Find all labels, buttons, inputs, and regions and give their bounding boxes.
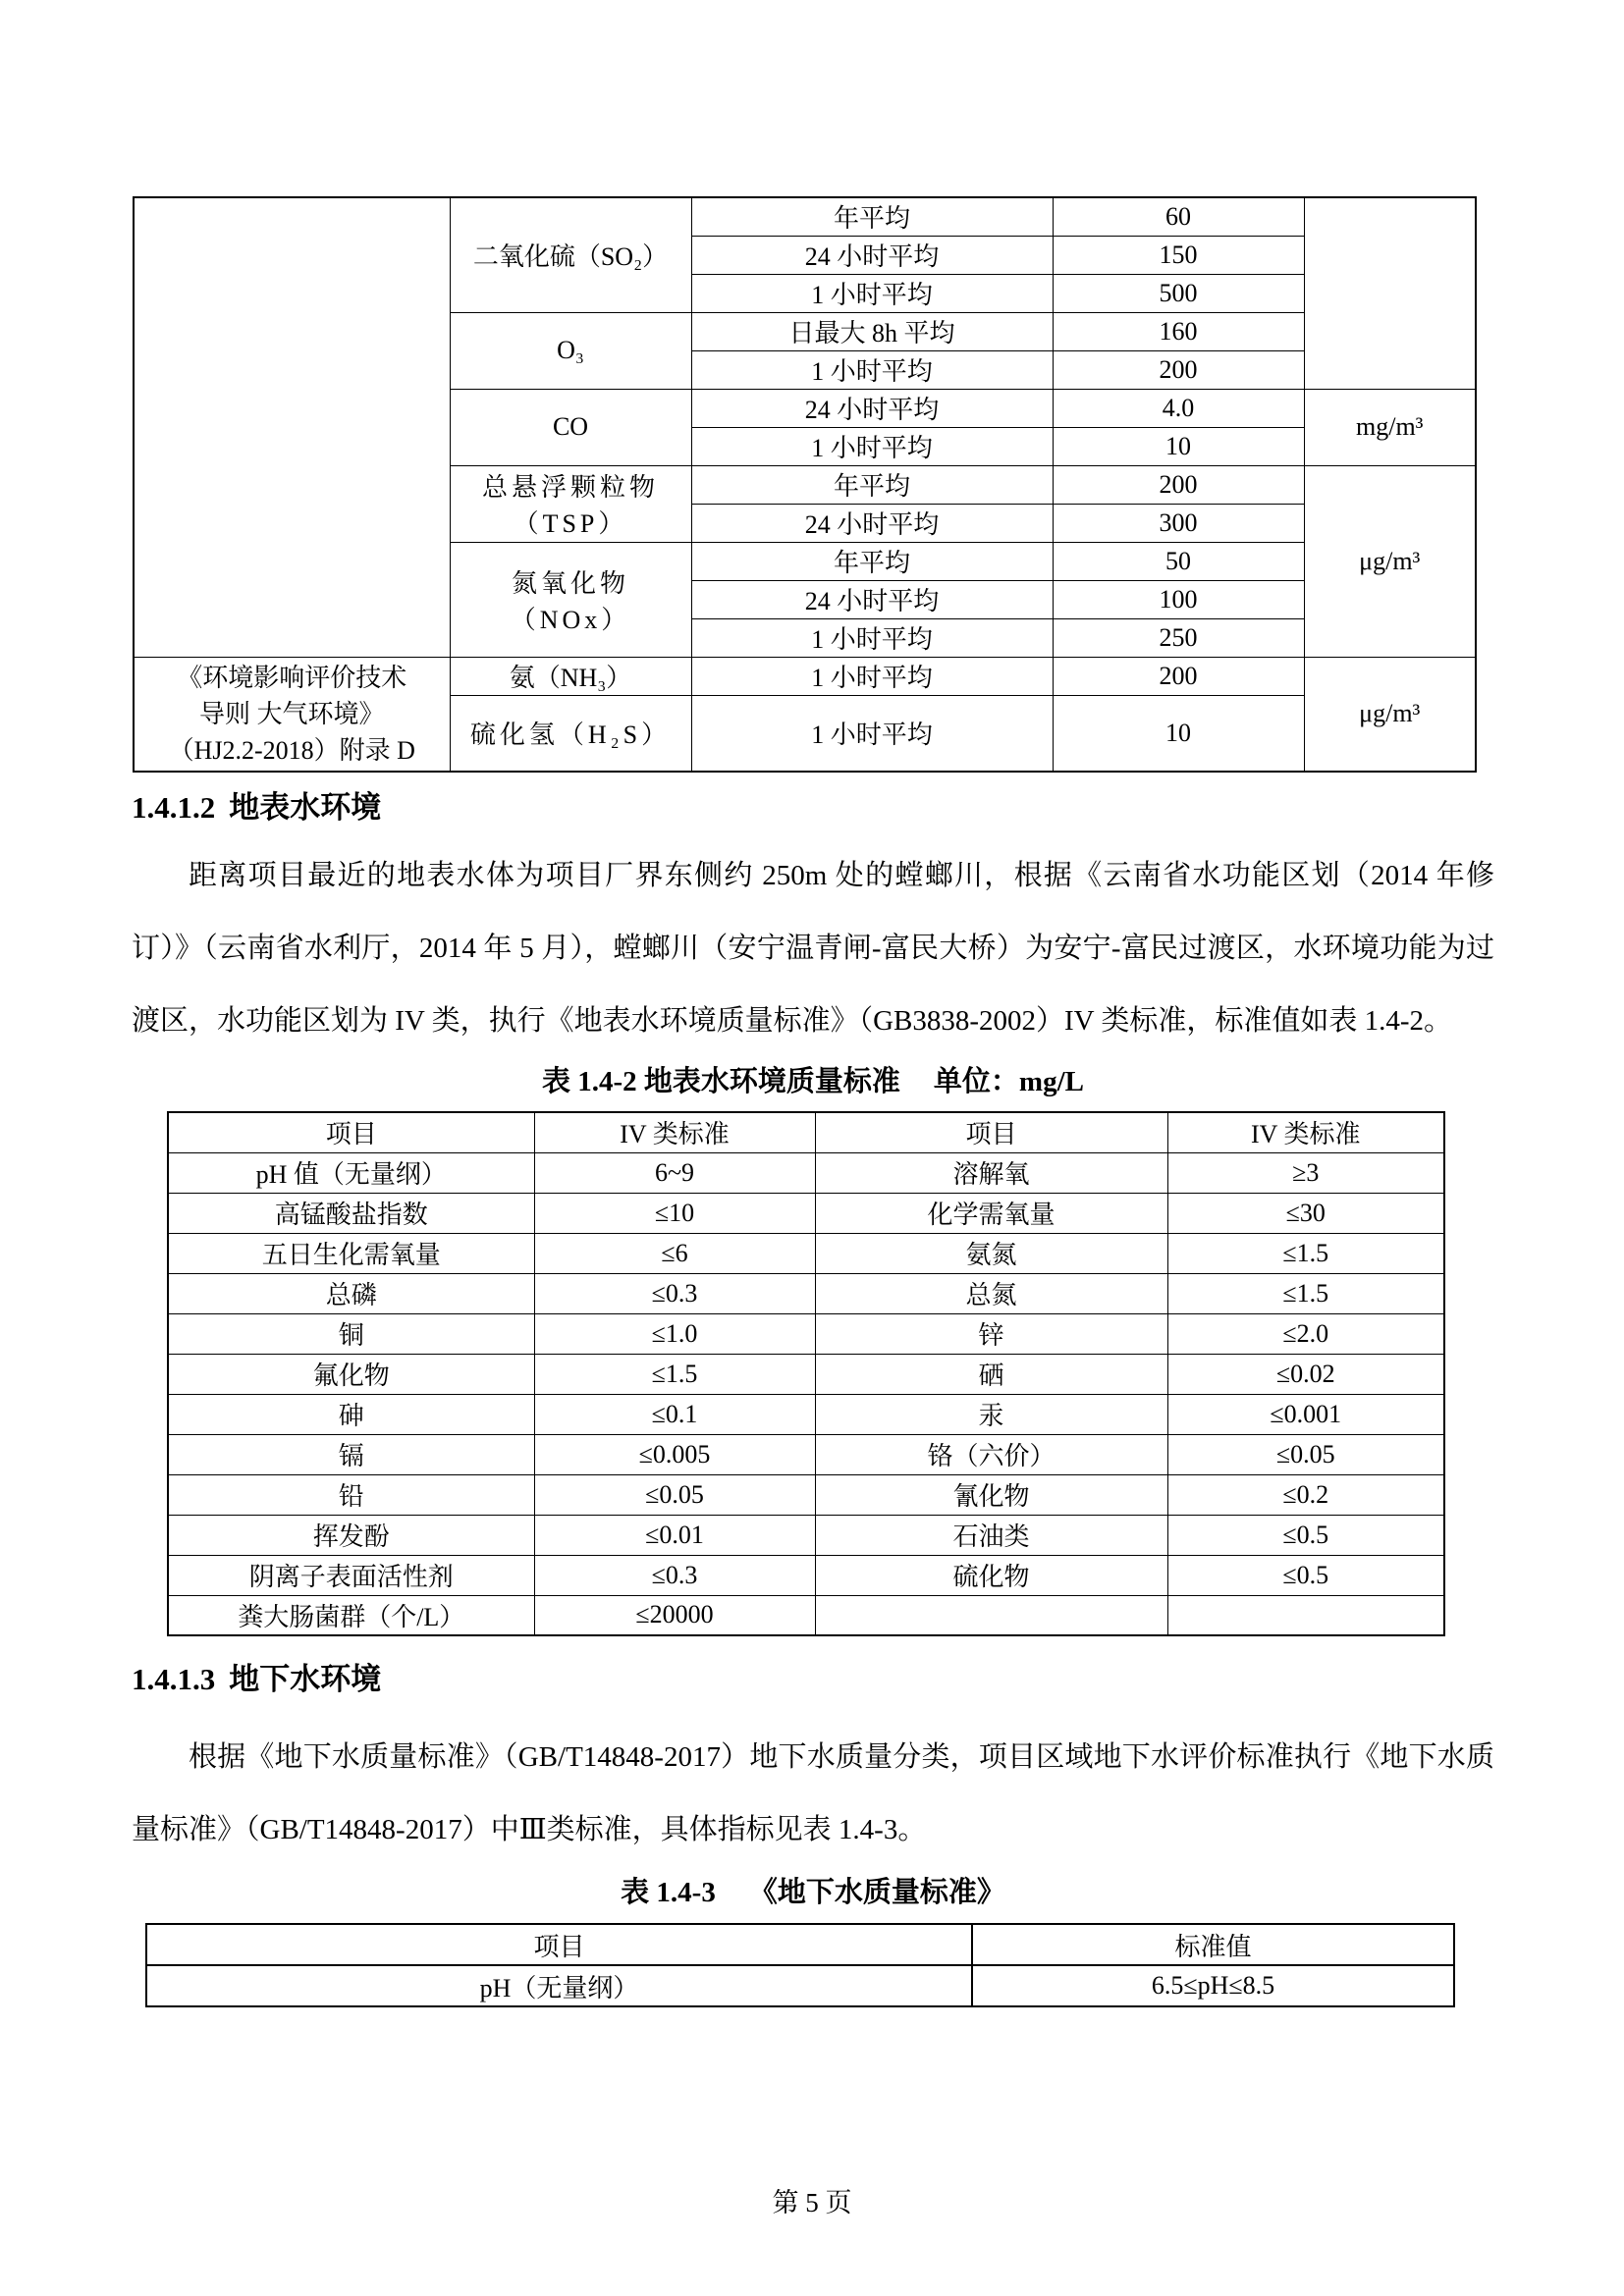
value-cell: ≤0.05	[534, 1474, 815, 1515]
value-cell: ≤1.5	[1167, 1273, 1444, 1313]
pollutant-name-line: 氮氧化物	[511, 568, 629, 598]
value-cell: 10	[1053, 695, 1304, 772]
header-cell: IV 类标准	[1167, 1112, 1444, 1152]
value-cell: 50	[1053, 542, 1304, 580]
surface-water-table	[167, 1111, 1445, 1636]
value-cell: ≤1.5	[534, 1354, 815, 1394]
value-cell: ≤0.05	[1167, 1434, 1444, 1474]
item-cell: 硒	[815, 1354, 1167, 1394]
period-cell: 年平均	[691, 465, 1053, 504]
section-title: 地下水环境	[229, 1662, 382, 1696]
value-cell: 200	[1053, 465, 1304, 504]
source-cell	[134, 657, 450, 772]
pollutant-name-line: 总悬浮颗粒物	[481, 473, 659, 502]
header-cell: 项目	[168, 1112, 534, 1152]
value-cell: 6~9	[534, 1152, 815, 1193]
table-row	[168, 1313, 1444, 1354]
item-cell: 汞	[815, 1394, 1167, 1434]
value-cell: 4.0	[1053, 389, 1304, 427]
value-cell: ≤2.0	[1167, 1313, 1444, 1354]
item-cell: 硫化物	[815, 1555, 1167, 1595]
item-cell: 五日生化需氧量	[168, 1233, 534, 1273]
value-cell: ≤30	[1167, 1193, 1444, 1233]
table-header-row	[146, 1924, 1454, 1965]
pollutant-cell	[450, 542, 691, 657]
table-row	[134, 197, 1476, 236]
value-cell: ≤0.001	[1167, 1394, 1444, 1434]
item-cell: 镉	[168, 1434, 534, 1474]
value-cell: 150	[1053, 236, 1304, 274]
value-cell: 100	[1053, 580, 1304, 618]
value-cell: ≤0.5	[1167, 1515, 1444, 1555]
table-row	[168, 1394, 1444, 1434]
item-cell: 氟化物	[168, 1354, 534, 1394]
table-row	[168, 1193, 1444, 1233]
period-cell: 日最大 8h 平均	[691, 312, 1053, 350]
item-cell: 氰化物	[815, 1474, 1167, 1515]
table-row	[168, 1152, 1444, 1193]
unit-cell: μg/m³	[1304, 657, 1476, 772]
table-title-text: 《地下水质量标准》	[748, 1877, 1005, 1908]
pollutant-cell: O₃	[450, 312, 691, 389]
paragraph-surface-water: 距离项目最近的地表水体为项目厂界东侧约 250m 处的螳螂川，根据《云南省水功能区划（2014 年修订）》（云南省水利厅，2014 年 5 月），螳螂川（安宁温青闸-富民大桥）为安宁-富民过渡区，水环境功能为过渡区，水功能区划为 IV 类，执行《地表水环境质量标准》（GB3838-2002）IV 类标准，标准值如表 1.4-2。	[132, 860, 1494, 1037]
value-cell: ≥3	[1167, 1152, 1444, 1193]
value-cell: 200	[1053, 657, 1304, 695]
item-cell: 锌	[815, 1313, 1167, 1354]
value-cell: ≤6	[534, 1233, 815, 1273]
value-cell: ≤0.3	[534, 1555, 815, 1595]
section-number: 1.4.1.2	[132, 790, 216, 825]
value-cell: ≤0.3	[534, 1273, 815, 1313]
period-cell: 24 小时平均	[691, 236, 1053, 274]
header-cell: 项目	[146, 1924, 972, 1965]
period-cell: 年平均	[691, 197, 1053, 236]
item-cell: 砷	[168, 1394, 534, 1434]
value-cell: ≤0.005	[534, 1434, 815, 1474]
page-number: 第 5 页	[772, 2188, 852, 2217]
item-cell: 总氮	[815, 1273, 1167, 1313]
pollutant-cell: 二氧化硫（SO₂）	[450, 197, 691, 312]
table-row	[134, 657, 1476, 695]
value-cell: 6.5≤pH≤8.5	[972, 1965, 1454, 2006]
table-row	[168, 1515, 1444, 1555]
value-cell	[1167, 1595, 1444, 1635]
unit-cell: μg/m³	[1304, 465, 1476, 657]
pollutant-cell: 硫化氢（H₂S）	[450, 695, 691, 772]
pollutant-cell: CO	[450, 389, 691, 465]
section-title: 地表水环境	[229, 790, 382, 825]
value-cell: ≤1.0	[534, 1313, 815, 1354]
table-row	[168, 1233, 1444, 1273]
value-cell: ≤10	[534, 1193, 815, 1233]
source-line: 导则 大气环境》	[198, 699, 385, 728]
item-cell: 挥发酚	[168, 1515, 534, 1555]
section-number: 1.4.1.3	[132, 1662, 216, 1696]
table-row	[146, 1965, 1454, 2006]
value-cell: 500	[1053, 274, 1304, 312]
table-header-row	[168, 1112, 1444, 1152]
period-cell: 24 小时平均	[691, 580, 1053, 618]
table-row	[168, 1555, 1444, 1595]
unit-cell: mg/m³	[1304, 389, 1476, 465]
item-cell: 铜	[168, 1313, 534, 1354]
item-cell: 阴离子表面活性剂	[168, 1555, 534, 1595]
table-title-number: 表 1.4-3	[621, 1877, 716, 1908]
period-cell: 1 小时平均	[691, 695, 1053, 772]
source-cell-empty	[134, 197, 450, 657]
paragraph-groundwater: 根据《地下水质量标准》（GB/T14848-2017）地下水质量分类，项目区域地下水评价标准执行《地下水质量标准》（GB/T14848-2017）中Ⅲ类标准，具体指标见表 1.4-3。	[132, 1741, 1494, 1845]
value-cell: 10	[1053, 427, 1304, 465]
period-cell: 1 小时平均	[691, 657, 1053, 695]
period-cell: 1 小时平均	[691, 350, 1053, 389]
item-cell: 总磷	[168, 1273, 534, 1313]
period-cell: 1 小时平均	[691, 274, 1053, 312]
period-cell: 24 小时平均	[691, 504, 1053, 542]
period-cell: 1 小时平均	[691, 618, 1053, 657]
item-cell: 高锰酸盐指数	[168, 1193, 534, 1233]
section-heading-surface-water	[132, 786, 1494, 829]
value-cell: 200	[1053, 350, 1304, 389]
value-cell: 250	[1053, 618, 1304, 657]
air-quality-table	[133, 196, 1477, 773]
value-cell: ≤0.01	[534, 1515, 815, 1555]
table-title-text: 表 1.4-2 地表水环境质量标准	[542, 1066, 900, 1097]
period-cell: 1 小时平均	[691, 427, 1053, 465]
groundwater-table	[145, 1923, 1455, 2007]
unit-cell-empty	[1304, 197, 1476, 389]
source-line: 《环境影响评价技术	[177, 663, 407, 692]
item-cell: 溶解氧	[815, 1152, 1167, 1193]
table-row	[168, 1595, 1444, 1635]
pollutant-name-line: （NOx）	[510, 605, 631, 634]
pollutant-name-line: （TSP）	[513, 509, 628, 538]
period-cell: 24 小时平均	[691, 389, 1053, 427]
value-cell: ≤1.5	[1167, 1233, 1444, 1273]
table-title-groundwater	[132, 1870, 1494, 1915]
period-cell: 年平均	[691, 542, 1053, 580]
item-cell: pH 值（无量纲）	[168, 1152, 534, 1193]
section-heading-groundwater	[132, 1658, 1494, 1701]
page-content	[132, 0, 1494, 2007]
value-cell: ≤20000	[534, 1595, 815, 1635]
item-cell: 铬（六价）	[815, 1434, 1167, 1474]
value-cell: ≤0.1	[534, 1394, 815, 1434]
value-cell: ≤0.2	[1167, 1474, 1444, 1515]
header-cell: 项目	[815, 1112, 1167, 1152]
table-row	[168, 1354, 1444, 1394]
item-cell: 铅	[168, 1474, 534, 1515]
table-title-surface-water	[132, 1059, 1494, 1104]
table-row	[168, 1474, 1444, 1515]
table-title-unit: 单位：mg/L	[933, 1066, 1084, 1097]
table-row	[168, 1273, 1444, 1313]
item-cell: 化学需氧量	[815, 1193, 1167, 1233]
value-cell: ≤0.5	[1167, 1555, 1444, 1595]
item-cell: 氨氮	[815, 1233, 1167, 1273]
value-cell: 300	[1053, 504, 1304, 542]
source-line: （HJ2.2-2018）附录 D	[168, 735, 415, 765]
item-cell: 粪大肠菌群（个/L）	[168, 1595, 534, 1635]
pollutant-cell: 氨（NH₃）	[450, 657, 691, 695]
item-cell: pH（无量纲）	[146, 1965, 972, 2006]
value-cell: 60	[1053, 197, 1304, 236]
table-row	[168, 1434, 1444, 1474]
header-cell: IV 类标准	[534, 1112, 815, 1152]
value-cell: 160	[1053, 312, 1304, 350]
item-cell	[815, 1595, 1167, 1635]
value-cell: ≤0.02	[1167, 1354, 1444, 1394]
header-cell: 标准值	[972, 1924, 1454, 1965]
item-cell: 石油类	[815, 1515, 1167, 1555]
pollutant-cell	[450, 465, 691, 542]
